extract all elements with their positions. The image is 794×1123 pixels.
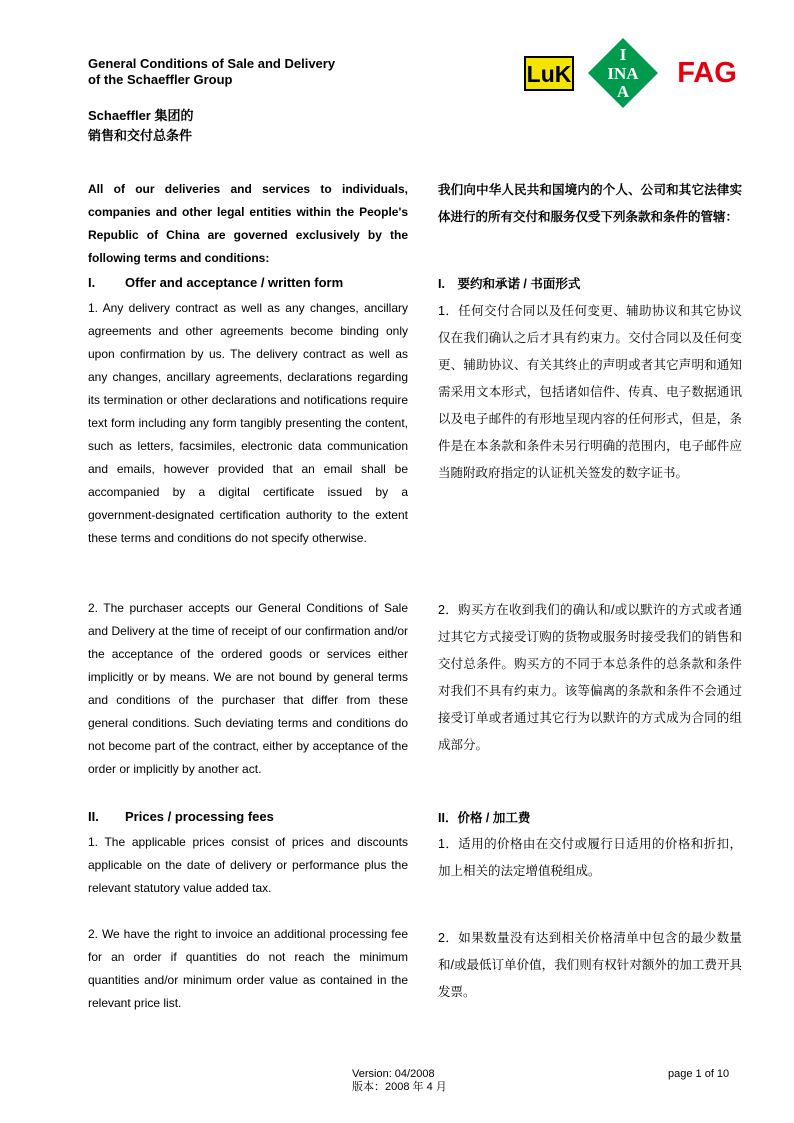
section-title: Prices / processing fees (125, 809, 274, 824)
chinese-section-1-paragraph-1: 1．任何交付合同以及任何变更、辅助协议和其它协议仅在我们确认之后才具有约束力。交付合同以及任何变更、辅助协议、有关其终止的声明或者其它声明和通知需采用文本形式，包括诸如信件、传真、电子数据通讯以及电子邮件的有形地呈现内容的任何形式，但是，条件是在本条款和条件未另行明确的范围内，电子邮件应当随附政府指定的认证机关签发的数字证书。 (438, 304, 742, 480)
version-english: Version: 04/2008 (352, 1068, 435, 1080)
english-section-2-paragraph-1: 1. The applicable prices consist of prices and discounts applicable on the date of delivery or performance plus the relevant statutory value added tax. (88, 835, 408, 895)
svg-text:A: A (616, 82, 630, 101)
chinese-section-1-heading: I. 要约和承诺 / 书面形式 (438, 277, 581, 291)
company-logos (524, 37, 749, 109)
chinese-section-2-heading: II．价格 / 加工费 (438, 811, 531, 825)
fag-logo-icon (677, 57, 737, 89)
page-number: page 1 of 10 (668, 1068, 730, 1080)
chinese-section-2-paragraph-1: 1．适用的价格由在交付或履行日适用的价格和折扣，加上相关的法定增值税组成。 (438, 837, 742, 878)
document-title-chinese (88, 106, 193, 146)
section-number: II. (88, 809, 99, 824)
title-line-1: General Conditions of Sale and Delivery (88, 56, 336, 71)
svg-text:FAG: FAG (677, 57, 737, 89)
footer-version (352, 1068, 447, 1094)
english-section-2-paragraph-2: 2. We have the right to invoice an additional processing fee for an order if quantities do not reach the minimum quantities and/or minimum order value as contained in the relevant price list. (88, 927, 408, 1010)
title-cn-line-1: Schaeffler 集团的 (88, 108, 194, 123)
title-line-2: of the Schaeffler Group (88, 72, 233, 87)
section-title: Offer and acceptance / written form (125, 275, 344, 290)
english-section-1-paragraph-2: 2. The purchaser accepts our General Conditions of Sale and Delivery at the time of receipt of our confirmation and/or the acceptance of the ordered goods or services either implicitly or by means. We are not bound by general terms and conditions of the purchaser that differ from these general conditions. Such deviating terms and conditions do not become part of the contract, either by acceptance of the order or implicitly by another act. (88, 601, 408, 776)
english-section-1-heading (88, 271, 408, 294)
english-section-1-paragraph-1: 1. Any delivery contract as well as any changes, ancillary agreements and other agreements become binding only upon confirmation by us. The delivery contract as well as any changes, ancillary agreements, declarations regarding its termination or other declarations and notifications require text form including any form tangibly presenting the content, such as letters, facsimiles, electronic data communication and emails, however provided that an email shall be accompanied by a digital certificate issued by a government-designated certification authority to the extent these terms and conditions do not specify otherwise. (88, 301, 408, 545)
document-title-english (88, 56, 335, 88)
english-section-2-heading (88, 805, 408, 828)
logo-group-icon (524, 37, 749, 109)
luk-logo-icon (525, 57, 573, 90)
svg-text:I: I (619, 45, 627, 64)
title-cn-line-2: 销售和交付总条件 (88, 128, 193, 143)
english-intro: All of our deliveries and services to individuals, companies and other legal entities within the People's Republic of China are governed exclusively by the following terms and conditions: (88, 182, 408, 265)
version-chinese: 版本：2008 年 4 月 (352, 1081, 447, 1093)
chinese-section-2-paragraph-2: 2．如果数量没有达到相关价格清单中包含的最少数量和/或最低订单价值，我们则有权针对额外的加工费开具发票。 (438, 931, 742, 999)
chinese-section-1-paragraph-2: 2．购买方在收到我们的确认和/或以默许的方式或者通过其它方式接受订购的货物或服务时接受我们的销售和交付总条件。购买方的不同于本总条件的总条款和条件对我们不具有约束力。该等偏离的条款和条件不会通过接受订单或者通过其它行为以默许的方式成为合同的组成部分。 (438, 603, 742, 752)
section-number: I. (88, 275, 96, 290)
svg-text:LuK: LuK (526, 61, 572, 87)
chinese-intro: 我们向中华人民共和国境内的个人、公司和其它法律实体进行的所有交付和服务仅受下列条款和条件的管辖： (438, 183, 742, 224)
svg-text:INA: INA (607, 64, 639, 83)
ina-logo-icon (588, 38, 658, 108)
